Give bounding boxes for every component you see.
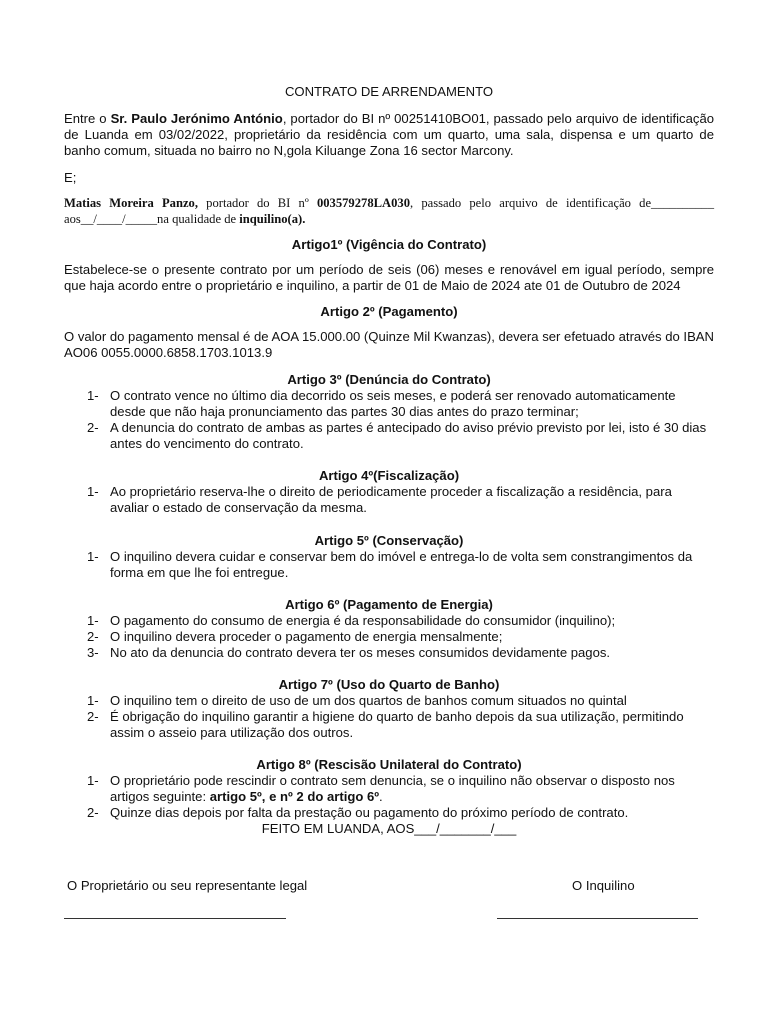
article-6-heading: Artigo 6º (Pagamento de Energia) xyxy=(285,597,493,612)
article-5-heading: Artigo 5º (Conservação) xyxy=(314,533,464,548)
list-item xyxy=(87,549,714,581)
closing-line: FEITO EM LUANDA, AOS___/_______/___ xyxy=(261,821,517,836)
item-reference: artigo 5º, e nº 2 do artigo 6º xyxy=(209,789,380,804)
list-item xyxy=(87,645,714,661)
item-text: Quinze dias depois por falta da prestação ou pagamento do próximo período de contrato. xyxy=(110,805,629,820)
item-number: 1- xyxy=(87,693,99,708)
tenant-bi-label: portador do BI nº xyxy=(197,196,317,210)
tenant-details: , passado pelo arquivo de identificação de__________ aos__/____/_____na qualidade de xyxy=(64,196,715,226)
tenant-paragraph xyxy=(64,195,714,227)
item-text-end: . xyxy=(379,789,383,804)
owner-signature-label: O Proprietário ou seu representante legal xyxy=(67,878,308,893)
and-connector: E; xyxy=(64,170,77,185)
article-8-list xyxy=(87,773,714,821)
list-item xyxy=(87,773,714,805)
list-item xyxy=(87,629,714,645)
list-item xyxy=(87,693,714,709)
list-item xyxy=(87,484,714,516)
item-text: Ao proprietário reserva-lhe o direito de periodicamente proceder a fiscalização a residência, para avaliar o estado de conservação da mesma. xyxy=(110,484,672,515)
list-item xyxy=(87,613,714,629)
article-6-list xyxy=(87,613,714,661)
item-number: 2- xyxy=(87,420,99,435)
item-number: 1- xyxy=(87,484,99,499)
article-5-list xyxy=(87,549,714,581)
item-number: 1- xyxy=(87,549,99,564)
item-number: 1- xyxy=(87,773,99,788)
tenant-bi-number: 003579278LA030 xyxy=(316,196,410,210)
owner-name: Sr. Paulo Jerónimo António xyxy=(110,111,283,126)
article-2-text: O valor do pagamento mensal é de AOA 15.000.00 (Quinze Mil Kwanzas), devera ser efetuado através do IBAN AO06 0055.0000.6858.1703.1013.9 xyxy=(64,329,714,360)
item-text: No ato da denuncia do contrato devera ter os meses consumidos devidamente pagos. xyxy=(110,645,611,660)
article-3-heading: Artigo 3º (Denúncia do Contrato) xyxy=(287,372,491,387)
item-text: A denuncia do contrato de ambas as partes é antecipado do aviso prévio previsto por lei, isto é 30 dias antes do vencimento do contrato. xyxy=(110,420,707,451)
article-4-heading: Artigo 4º(Fiscalização) xyxy=(318,468,460,483)
owner-paragraph xyxy=(64,111,714,159)
article-1-text: Estabelece-se o presente contrato por um período de seis (06) meses e renovável em igual período, sempre que haja acordo entre o proprietário e inquilino, a partir de 01 de Maio de 2024 ate 01 de Outubro de 2024 xyxy=(64,262,714,293)
item-number: 3- xyxy=(87,645,99,660)
item-text: O inquilino devera proceder o pagamento de energia mensalmente; xyxy=(110,629,503,644)
item-text: O proprietário pode rescindir o contrato sem denuncia, se o inquilino não observar o disposto nos artigos seguinte: xyxy=(110,773,675,804)
owner-intro: Entre o xyxy=(64,111,111,126)
list-item xyxy=(87,388,714,420)
list-item xyxy=(87,420,714,452)
tenant-role: inquilino(a). xyxy=(239,212,306,226)
article-7-heading: Artigo 7º (Uso do Quarto de Banho) xyxy=(278,677,500,692)
article-7-list xyxy=(87,693,714,741)
item-text: O pagamento do consumo de energia é da responsabilidade do consumidor (inquilino); xyxy=(110,613,616,628)
item-number: 1- xyxy=(87,388,99,403)
item-text: O inquilino tem o direito de uso de um dos quartos de banhos comum situados no quintal xyxy=(110,693,627,708)
article-2-heading: Artigo 2º (Pagamento) xyxy=(320,304,458,319)
owner-signature-line xyxy=(64,918,286,919)
item-number: 2- xyxy=(87,709,99,724)
list-item xyxy=(87,709,714,741)
tenant-signature-label: O Inquilino xyxy=(572,878,635,893)
article-1-heading: Artigo1º (Vigência do Contrato) xyxy=(291,237,487,252)
item-number: 2- xyxy=(87,629,99,644)
article-8-heading: Artigo 8º (Rescisão Unilateral do Contrato) xyxy=(256,757,522,772)
item-text: É obrigação do inquilino garantir a higiene do quarto de banho depois da sua utilização, permitindo assim o asseio para utilização dos outros. xyxy=(110,709,684,740)
tenant-name: Matias Moreira Panzo, xyxy=(64,196,198,210)
tenant-signature-line xyxy=(497,918,698,919)
item-number: 1- xyxy=(87,613,99,628)
list-item xyxy=(87,805,714,821)
owner-details: , portador do BI nº 00251410BO01, passado pelo arquivo de identificação de Luanda em 03/02/2022, proprietário da residência com um quarto, uma sala, dispensa e um quarto de banho comum, situada no bairro no N,gola Kiluange Zona 16 sector Marcony. xyxy=(64,111,715,158)
document-title: CONTRATO DE ARRENDAMENTO xyxy=(284,84,494,99)
article-3-list xyxy=(87,388,714,452)
item-text: O inquilino devera cuidar e conservar bem do imóvel e entrega-lo de volta sem constrangimentos da forma em que lhe foi entregue. xyxy=(110,549,693,580)
article-4-list xyxy=(87,484,714,516)
item-number: 2- xyxy=(87,805,99,820)
item-text: O contrato vence no último dia decorrido os seis meses, e poderá ser renovado automaticamente desde que não haja pronunciamento das partes 30 dias antes do prazo terminar; xyxy=(110,388,676,419)
